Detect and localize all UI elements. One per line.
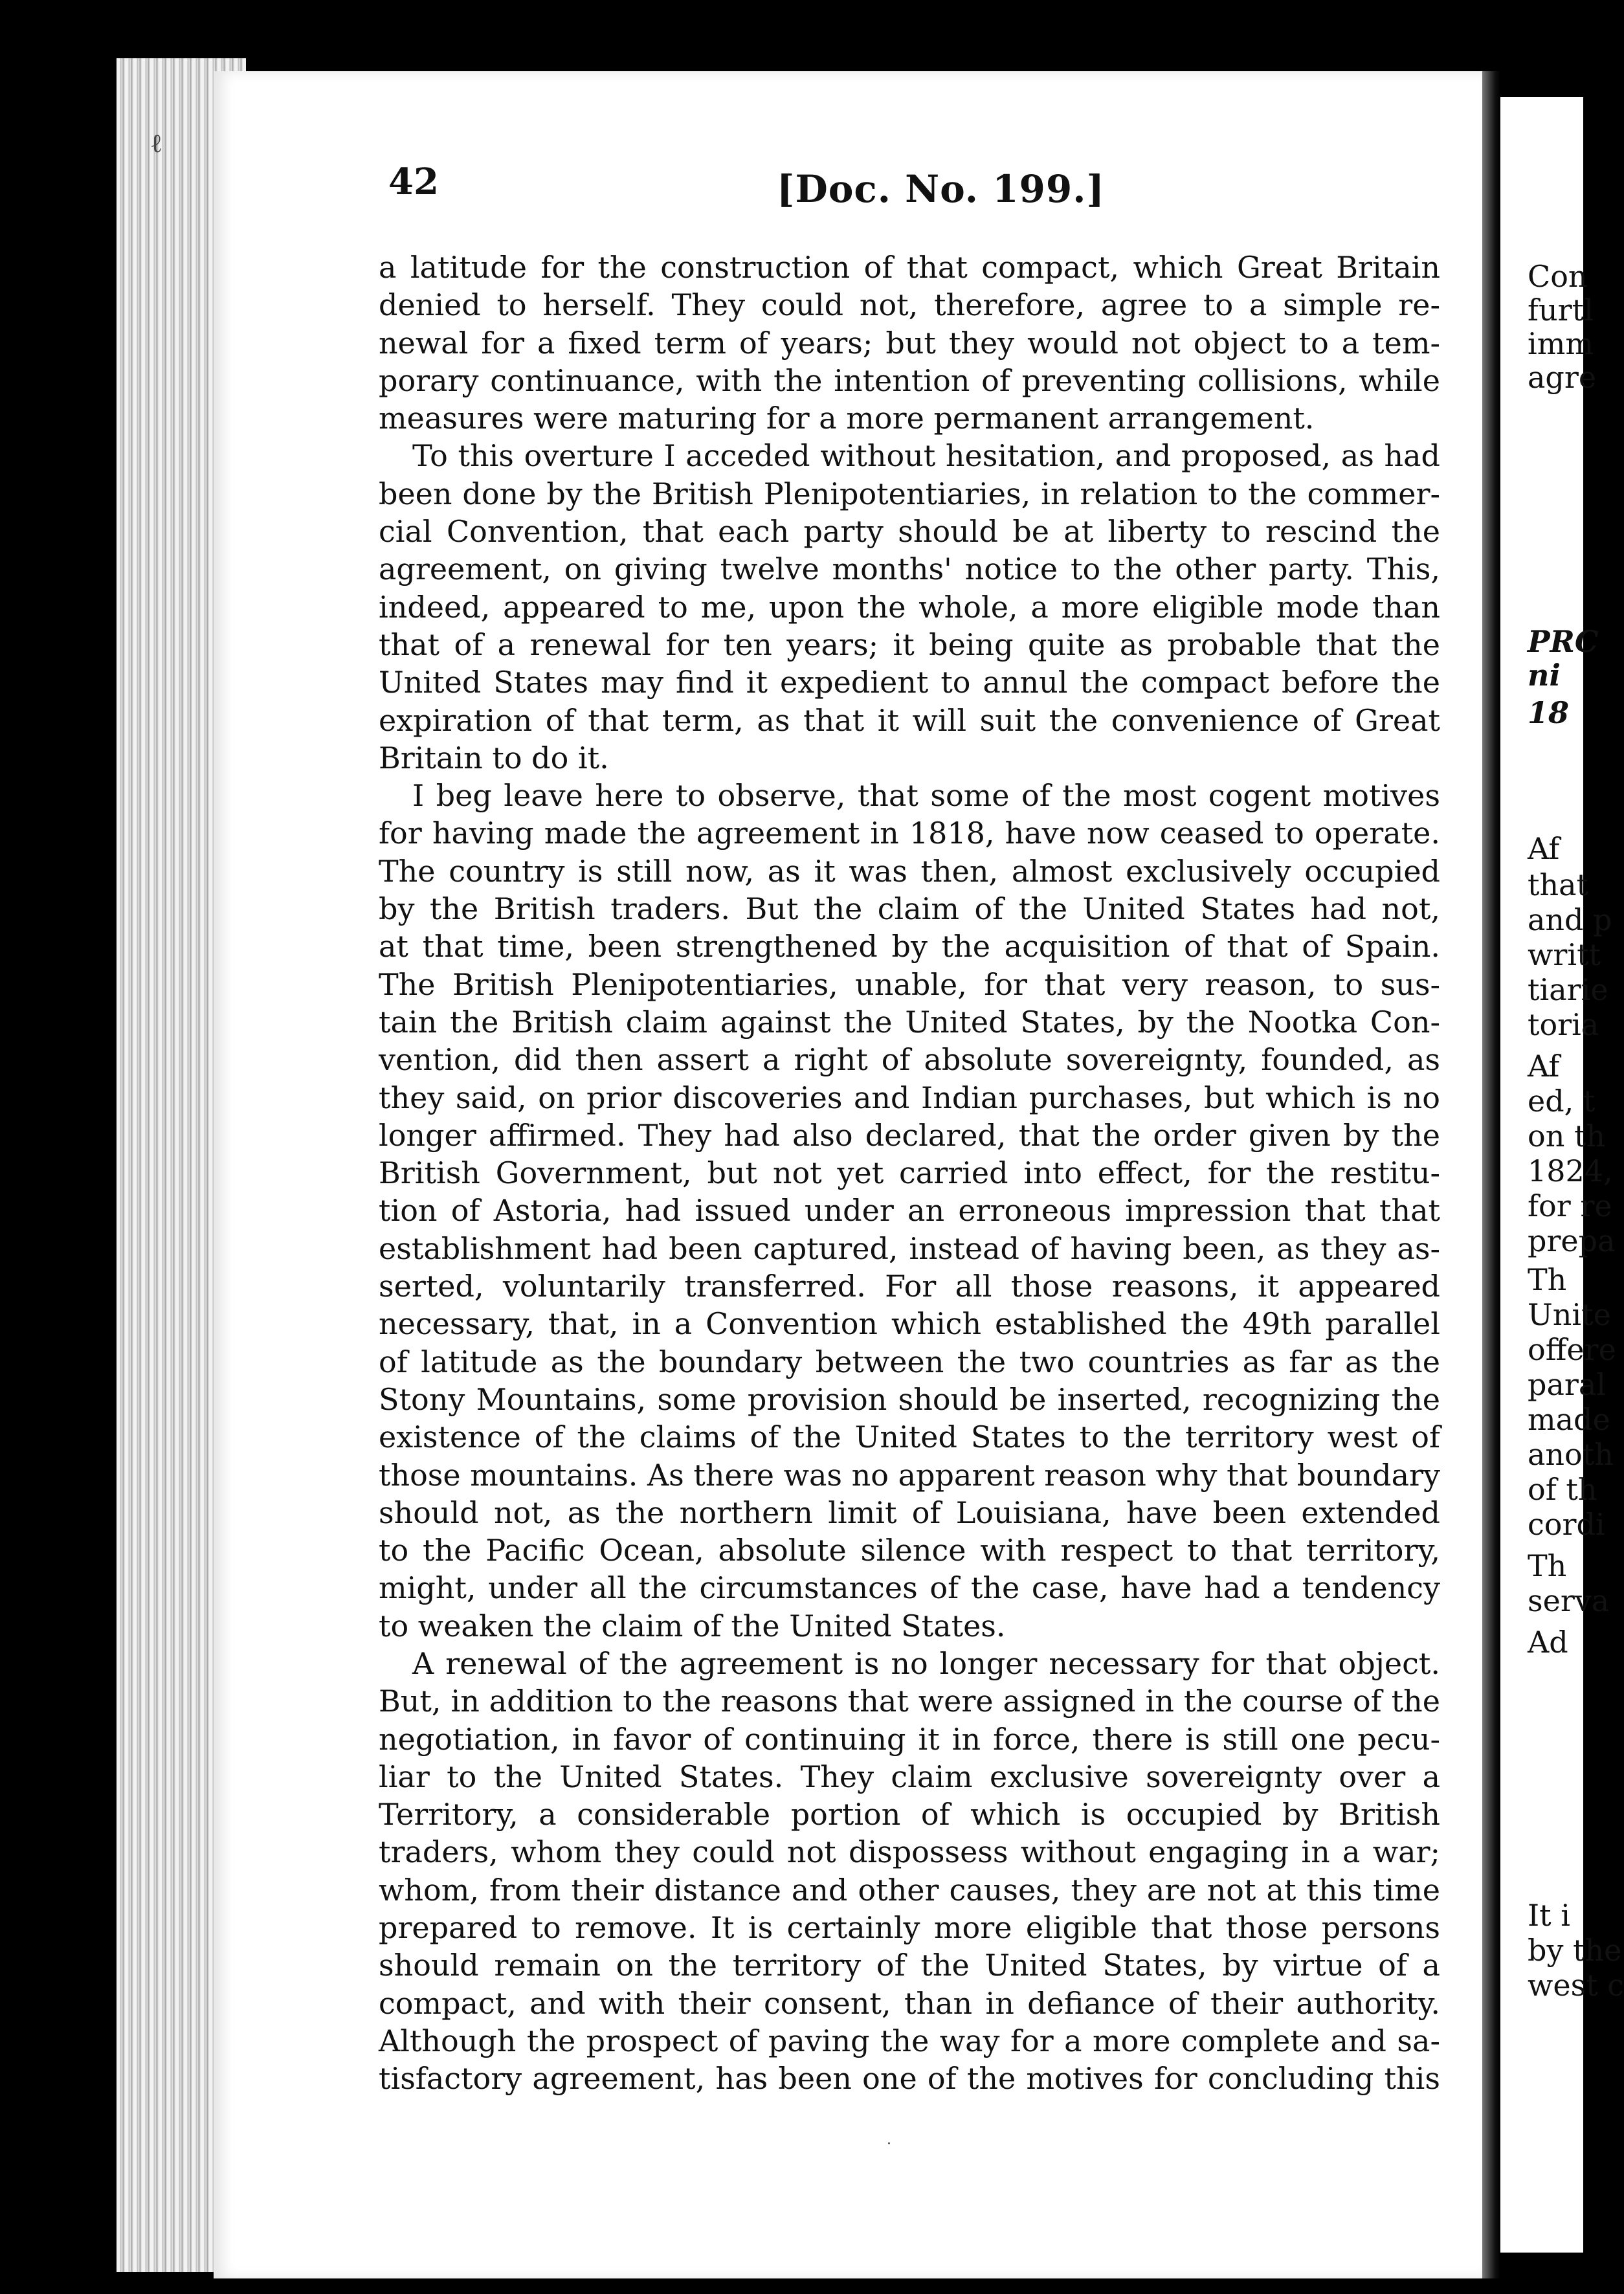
facing-page-fragment: Ad [1528, 1625, 1568, 1660]
text-line: to weaken the claim of the United States. [379, 1608, 1006, 1643]
text-line: newal for a fixed term of years; but they would not object to a tem- [379, 325, 1440, 361]
text-line: should remain on the territory of the United States, by virtue of a [379, 1948, 1440, 1983]
page-number: 42 [388, 161, 439, 203]
facing-page-fragment: cordi [1528, 1507, 1605, 1542]
facing-page-fragment: writt [1528, 937, 1601, 972]
facing-page-fragment: ni [1528, 658, 1561, 693]
facing-page-fragment: by the [1528, 1933, 1622, 1968]
text-line: prepared to remove. It is certainly more eligible that those persons [379, 1910, 1440, 1946]
facing-page-fragment: paral [1528, 1367, 1606, 1402]
running-head: [Doc. No. 199.] [777, 167, 1105, 211]
text-line: those mountains. As there was no apparent reason why that boundary [379, 1457, 1440, 1493]
text-line: for having made the agreement in 1818, have now ceased to operate. [379, 816, 1440, 851]
facing-page-fragment: imm [1528, 326, 1594, 361]
facing-page-fragment: ed, t [1528, 1084, 1596, 1119]
text-line: agreement, on giving twelve months' notice to the other party. This, [379, 551, 1440, 587]
facing-page-fragment: made [1528, 1402, 1610, 1437]
text-line: vention, did then assert a right of absolute sovereignty, founded, as [379, 1042, 1440, 1078]
text-line: Although the prospect of paving the way for a more complete and sa- [379, 2023, 1440, 2058]
facing-page-fragment: west c [1528, 1968, 1624, 2003]
right-page-edge [1500, 97, 1624, 2253]
facing-page-fragment: offere [1528, 1332, 1616, 1367]
text-line: necessary, that, in a Convention which established the 49th parallel [379, 1306, 1440, 1342]
text-line: cial Convention, that each party should be at liberty to rescind the [379, 514, 1440, 550]
text-line: British Government, but not yet carried into effect, for the restitu- [379, 1155, 1440, 1191]
text-line: might, under all the circumstances of the case, have had a tendency [379, 1570, 1440, 1606]
facing-page-fragment: Unite [1528, 1297, 1611, 1332]
text-line: by the British traders. But the claim of the United States had not, [379, 891, 1440, 927]
facing-page-fragment: for re [1528, 1188, 1612, 1223]
text-line: existence of the claims of the United States to the territory west of [379, 1420, 1440, 1455]
facing-page-fragment: that [1528, 867, 1589, 902]
text-line: longer affirmed. They had also declared, that the order given by the [379, 1117, 1440, 1153]
text-line: measures were maturing for a more permanent arrangement. [379, 401, 1315, 436]
text-line: at that time, been strengthened by the acquisition of that of Spain. [379, 929, 1440, 964]
text-line: United States may find it expedient to annul the compact before the [379, 665, 1440, 700]
text-line: Territory, a considerable portion of which is occupied by British [379, 1797, 1440, 1832]
text-line: of latitude as the boundary between the two countries as far as the [379, 1344, 1440, 1379]
facing-page-fragment: anoth [1528, 1437, 1614, 1472]
text-line: I beg leave here to observe, that some of the most cogent motives [412, 778, 1440, 814]
text-line: expiration of that term, as that it will suit the convenience of Great [379, 702, 1440, 738]
facing-page-fragment: and p [1528, 902, 1612, 937]
text-line: whom, from their distance and other causes, they are not at this time [379, 1872, 1440, 1908]
text-line: But, in addition to the reasons that were assigned in the course of the [379, 1684, 1440, 1719]
text-line: compact, and with their consent, than in defiance of their authority. [379, 1985, 1440, 2021]
text-line: The country is still now, as it was then, almost exclusively occupied [379, 853, 1440, 889]
facing-page-fragment: furtl [1528, 293, 1594, 328]
facing-page-fragment: of th [1528, 1472, 1597, 1507]
text-line: traders, whom they could not dispossess without engaging in a war; [379, 1834, 1440, 1870]
text-line: tisfactory agreement, has been one of the motives for concluding this [379, 2061, 1440, 2097]
text-line: tion of Astoria, had issued under an erroneous impression that that [379, 1193, 1440, 1229]
text-line: should not, as the northern limit of Louisiana, have been extended [379, 1495, 1440, 1530]
text-line: denied to herself. They could not, therefore, agree to a simple re- [379, 287, 1440, 323]
text-line: Britain to do it. [379, 740, 609, 775]
facing-page-fragment: prepa [1528, 1223, 1616, 1258]
book-gutter [1482, 71, 1500, 2278]
text-line: indeed, appeared to me, upon the whole, a more eligible mode than [379, 589, 1440, 625]
dust-speck: · [887, 2136, 891, 2152]
text-line: been done by the British Plenipotentiaries, in relation to the commer- [379, 476, 1440, 511]
body-text [379, 249, 1440, 2098]
text-line: negotiation, in favor of continuing it in force, there is still one pecu- [379, 1721, 1440, 1757]
margin-mark: ℓ [150, 129, 163, 159]
text-line: liar to the United States. They claim exclusive sovereignty over a [379, 1759, 1440, 1794]
text-line: they said, on prior discoveries and Indian purchases, but which is no [379, 1080, 1440, 1115]
text-line: tain the British claim against the United States, by the Nootka Con- [379, 1004, 1440, 1040]
facing-page-fragment: 18 [1528, 695, 1570, 730]
facing-page-fragment: Th [1528, 1262, 1567, 1297]
text-line: Stony Mountains, some provision should be inserted, recognizing the [379, 1381, 1440, 1417]
facing-page-fragment: 1824, [1528, 1153, 1613, 1188]
facing-page-fragment: Af [1528, 1049, 1560, 1084]
text-line: A renewal of the agreement is no longer necessary for that object. [412, 1645, 1440, 1681]
facing-page-fragment: on th [1528, 1119, 1606, 1153]
text-line: serted, voluntarily transferred. For all those reasons, it appeared [379, 1269, 1440, 1304]
text-line: to the Pacific Ocean, absolute silence with respect to that territory, [379, 1533, 1440, 1568]
facing-page-fragment: tiarie [1528, 972, 1608, 1007]
facing-page-fragment: agre [1528, 360, 1597, 395]
text-line: establishment had been captured, instead of having been, as they as- [379, 1231, 1440, 1266]
facing-page-fragment: PRC [1528, 624, 1599, 659]
facing-page-fragment: serva [1528, 1583, 1610, 1618]
facing-page-fragment: Con [1528, 259, 1588, 294]
text-line: To this overture I acceded without hesitation, and proposed, as had [412, 438, 1440, 474]
text-line: The British Plenipotentiaries, unable, for that very reason, to sus- [379, 966, 1440, 1002]
facing-page-fragment: toria [1528, 1007, 1599, 1042]
facing-page-fragment: Af [1528, 831, 1560, 866]
facing-page-fragment: It i [1528, 1898, 1570, 1933]
text-line: that of a renewal for ten years; it being quite as probable that the [379, 627, 1440, 662]
text-line: a latitude for the construction of that compact, which Great Britain [379, 250, 1440, 285]
text-line: porary continuance, with the intention of preventing collisions, while [379, 362, 1440, 398]
facing-page-fragment: Th [1528, 1548, 1567, 1583]
